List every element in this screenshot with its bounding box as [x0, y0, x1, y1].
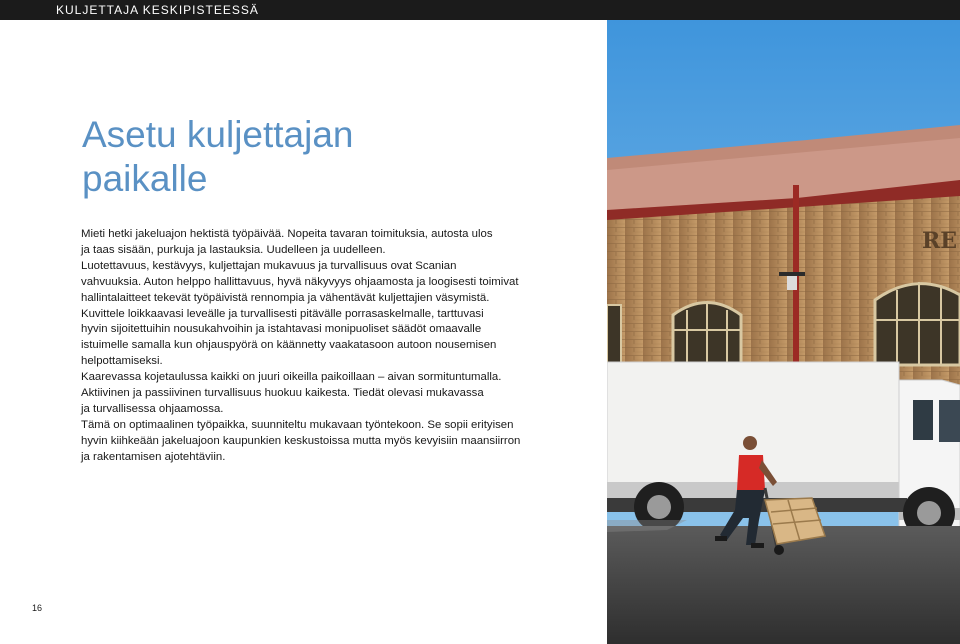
body-line: ja turvallisessa ohjaamossa. — [81, 402, 224, 415]
delivery-truck-photo — [607, 20, 960, 644]
body-line: Kuvittele loikkaavasi leveälle ja turvallisesti pitävälle porrasaskelmalle, tarttuvasi — [81, 307, 484, 320]
body-line: helpottamiseksi. — [81, 355, 163, 368]
body-line: istuimelle samalla kun ohjauspyörä on käännetty vaakatasoon autoon nousemisen — [81, 339, 497, 352]
body-line: hallintalaitteet tekevät työpäivistä rennompia ja vähentävät kuljettajien väsymistä. — [81, 291, 490, 304]
page-number: 16 — [32, 603, 43, 613]
wall-lamp — [779, 272, 805, 276]
body-line: Kaarevassa kojetaulussa kaikki on juuri oikeilla paikoillaan – aivan sormituntumalla. — [81, 371, 502, 384]
body-line: Aktiivinen ja passiivinen turvallisuus huokuu kaikesta. Tiedät olevasi mukavassa — [81, 387, 484, 400]
header-bar — [0, 0, 960, 20]
arched-window — [875, 284, 960, 365]
page-title — [82, 113, 562, 201]
page-title-line-1: Asetu kuljettajan — [82, 114, 354, 155]
body-line: Luotettavuus, kestävyys, kuljettajan mukavuus ja turvallisuus ovat Scanian — [81, 259, 457, 272]
cab-window — [913, 400, 933, 440]
window — [607, 305, 621, 365]
page-title-line-2: paikalle — [82, 158, 208, 199]
body-line: Tämä on optimaalinen työpaikka, suunniteltu mukavaan työntekoon. Se sopii erityisen — [81, 418, 514, 431]
body-line: hyvin sijoitettuihin nousukahvoihin ja istahtavasi monipuoliset säädöt omaavalle — [81, 323, 482, 336]
body-text — [81, 227, 591, 466]
section-title: KULJETTAJA KESKIPISTEESSÄ — [56, 3, 259, 17]
body-line: hyvin kiihkeään jakeluajoon kaupunkien keskustoissa mutta myös kevyisiin maansiirron — [81, 434, 521, 447]
building-sign: RE — [922, 228, 958, 254]
street — [607, 526, 960, 644]
body-line: Mieti hetki jakeluajon hektistä työpäivää. Nopeita tavaran toimituksia, autosta ulos — [81, 228, 493, 240]
body-line: ja rakentamisen ajotehtäviin. — [81, 450, 226, 463]
body-line: ja taas sisään, purkuja ja lastauksia. Uudelleen ja uudelleen. — [81, 243, 386, 256]
body-line: vahvuuksia. Auton helppo hallittavuus, hyvä näkyvyys ohjaamosta ja loogisesti toimivat — [81, 275, 519, 288]
